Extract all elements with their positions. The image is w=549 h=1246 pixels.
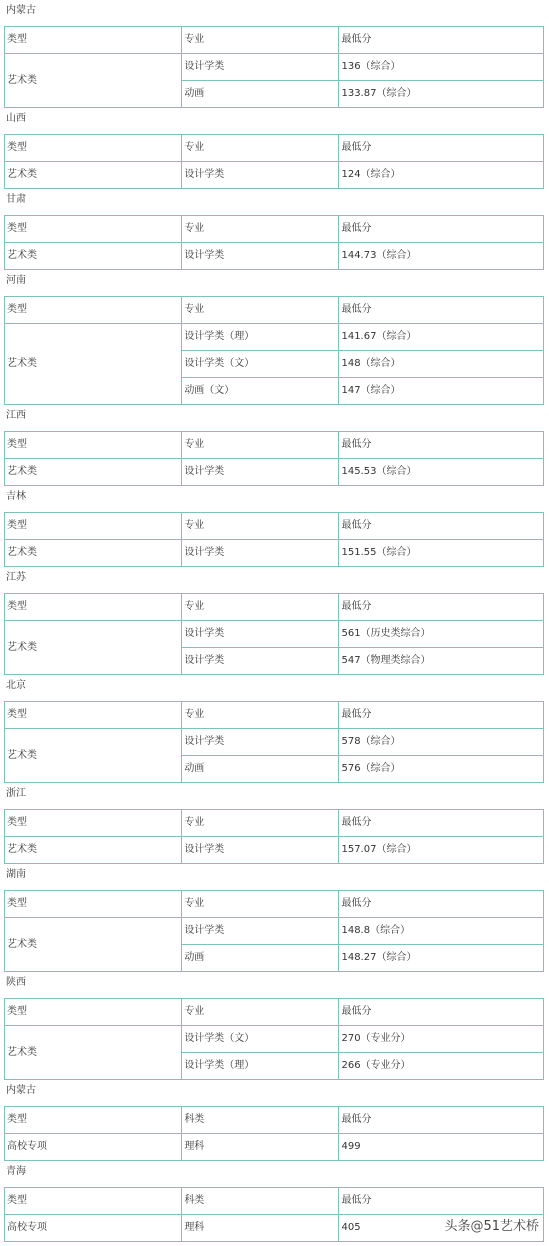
score-cell: 270（专业分）: [339, 1026, 544, 1053]
major-cell: 理科: [182, 1134, 339, 1161]
table-row: [5, 162, 544, 189]
region-heading: 内蒙古: [6, 5, 36, 16]
major-cell: 设计学类: [182, 621, 339, 648]
major-cell: 设计学类: [182, 54, 339, 81]
region-heading: 北京: [6, 680, 26, 691]
column-header: 最低分: [339, 513, 544, 540]
score-cell: 133.87（综合）: [339, 81, 544, 108]
table-header-row: [5, 297, 544, 324]
score-table: [4, 512, 544, 567]
score-table: [4, 593, 544, 675]
column-header: 最低分: [339, 810, 544, 837]
region-heading: 江西: [6, 410, 26, 421]
watermark-name: 51艺术桥: [483, 1219, 539, 1234]
score-cell: 136（综合）: [339, 54, 544, 81]
score-cell: 151.55（综合）: [339, 540, 544, 567]
score-cell: 148.8（综合）: [339, 918, 544, 945]
table-row: [5, 729, 544, 756]
major-cell: 设计学类: [182, 459, 339, 486]
column-header: 科类: [182, 1188, 339, 1215]
table-header-row: [5, 135, 544, 162]
column-header: 专业: [182, 216, 339, 243]
table-row: [5, 540, 544, 567]
score-cell: 144.73（综合）: [339, 243, 544, 270]
column-header: 专业: [182, 594, 339, 621]
score-cell: 266（专业分）: [339, 1053, 544, 1080]
major-cell: 设计学类: [182, 648, 339, 675]
major-cell: 设计学类（文）: [182, 351, 339, 378]
score-table: [4, 296, 544, 405]
score-cell: 141.67（综合）: [339, 324, 544, 351]
category-cell: 艺术类: [5, 918, 182, 972]
column-header: 类型: [5, 999, 182, 1026]
major-cell: 设计学类: [182, 729, 339, 756]
major-cell: 设计学类（理）: [182, 1053, 339, 1080]
category-cell: 艺术类: [5, 1026, 182, 1080]
category-cell: 艺术类: [5, 324, 182, 405]
score-table: [4, 431, 544, 486]
column-header: 最低分: [339, 999, 544, 1026]
score-table: [4, 890, 544, 972]
column-header: 最低分: [339, 702, 544, 729]
column-header: 最低分: [339, 432, 544, 459]
region-heading: 江苏: [6, 572, 26, 583]
table-header-row: [5, 702, 544, 729]
category-cell: 艺术类: [5, 540, 182, 567]
major-cell: 设计学类: [182, 243, 339, 270]
column-header: 专业: [182, 891, 339, 918]
table-row: [5, 54, 544, 81]
table-row: [5, 324, 544, 351]
watermark-prefix: 头条: [444, 1219, 471, 1234]
major-cell: 设计学类（理）: [182, 324, 339, 351]
column-header: 科类: [182, 1107, 339, 1134]
major-cell: 动画: [182, 756, 339, 783]
category-cell: 高校专项: [5, 1215, 182, 1242]
major-cell: 设计学类: [182, 837, 339, 864]
major-cell: 动画: [182, 945, 339, 972]
score-cell: 576（综合）: [339, 756, 544, 783]
column-header: 专业: [182, 135, 339, 162]
category-cell: 艺术类: [5, 621, 182, 675]
column-header: 专业: [182, 27, 339, 54]
column-header: 类型: [5, 594, 182, 621]
major-cell: 动画: [182, 81, 339, 108]
category-cell: 艺术类: [5, 54, 182, 108]
region-heading: 河南: [6, 275, 26, 286]
column-header: 专业: [182, 432, 339, 459]
score-cell: 547（物理类综合）: [339, 648, 544, 675]
score-cell: 148（综合）: [339, 351, 544, 378]
score-cell: 148.27（综合）: [339, 945, 544, 972]
score-table: [4, 26, 544, 108]
score-cell: 499: [339, 1134, 544, 1161]
table-row: [5, 1134, 544, 1161]
score-table: [4, 998, 544, 1080]
column-header: 专业: [182, 810, 339, 837]
score-cell: 578（综合）: [339, 729, 544, 756]
major-cell: 动画（文）: [182, 378, 339, 405]
column-header: 最低分: [339, 297, 544, 324]
score-table: [4, 215, 544, 270]
score-table: [4, 134, 544, 189]
region-heading: 吉林: [6, 491, 26, 502]
major-cell: 设计学类: [182, 918, 339, 945]
table-header-row: [5, 810, 544, 837]
watermark-at: @: [470, 1219, 484, 1234]
score-cell: 145.53（综合）: [339, 459, 544, 486]
score-cell: 405: [339, 1215, 544, 1242]
category-cell: 高校专项: [5, 1134, 182, 1161]
column-header: 最低分: [339, 1188, 544, 1215]
table-header-row: [5, 216, 544, 243]
score-cell: 561（历史类综合）: [339, 621, 544, 648]
column-header: 专业: [182, 999, 339, 1026]
score-cell: 157.07（综合）: [339, 837, 544, 864]
table-header-row: [5, 999, 544, 1026]
column-header: 类型: [5, 216, 182, 243]
column-header: 类型: [5, 135, 182, 162]
table-row: [5, 837, 544, 864]
category-cell: 艺术类: [5, 162, 182, 189]
major-cell: 理科: [182, 1215, 339, 1242]
watermark: [444, 1215, 539, 1234]
column-header: 类型: [5, 27, 182, 54]
table-row: [5, 243, 544, 270]
table-header-row: [5, 594, 544, 621]
major-cell: 设计学类（文）: [182, 1026, 339, 1053]
column-header: 专业: [182, 297, 339, 324]
category-cell: 艺术类: [5, 729, 182, 783]
column-header: 类型: [5, 1107, 182, 1134]
column-header: 类型: [5, 297, 182, 324]
major-cell: 设计学类: [182, 540, 339, 567]
column-header: 最低分: [339, 594, 544, 621]
region-heading: 山西: [6, 113, 26, 124]
major-cell: 设计学类: [182, 162, 339, 189]
column-header: 类型: [5, 891, 182, 918]
table-header-row: [5, 1188, 544, 1215]
column-header: 最低分: [339, 891, 544, 918]
score-cell: 124（综合）: [339, 162, 544, 189]
region-heading: 浙江: [6, 788, 26, 799]
table-header-row: [5, 513, 544, 540]
score-cell: 147（综合）: [339, 378, 544, 405]
column-header: 最低分: [339, 1107, 544, 1134]
column-header: 专业: [182, 513, 339, 540]
table-row: [5, 1026, 544, 1053]
region-heading: 陕西: [6, 977, 26, 988]
column-header: 类型: [5, 702, 182, 729]
region-heading: 甘肃: [6, 194, 26, 205]
column-header: 类型: [5, 513, 182, 540]
table-header-row: [5, 27, 544, 54]
column-header: 最低分: [339, 216, 544, 243]
column-header: 类型: [5, 810, 182, 837]
region-heading: 湖南: [6, 869, 26, 880]
score-table: [4, 809, 544, 864]
category-cell: 艺术类: [5, 837, 182, 864]
table-header-row: [5, 891, 544, 918]
table-row: [5, 459, 544, 486]
region-heading: 青海: [6, 1166, 26, 1177]
column-header: 专业: [182, 702, 339, 729]
category-cell: 艺术类: [5, 243, 182, 270]
score-table: [4, 1106, 544, 1161]
column-header: 最低分: [339, 27, 544, 54]
column-header: 类型: [5, 1188, 182, 1215]
table-row: [5, 918, 544, 945]
region-heading: 内蒙古: [6, 1085, 36, 1096]
column-header: 最低分: [339, 135, 544, 162]
column-header: 类型: [5, 432, 182, 459]
score-table: [4, 701, 544, 783]
table-row: [5, 621, 544, 648]
table-header-row: [5, 1107, 544, 1134]
category-cell: 艺术类: [5, 459, 182, 486]
table-header-row: [5, 432, 544, 459]
